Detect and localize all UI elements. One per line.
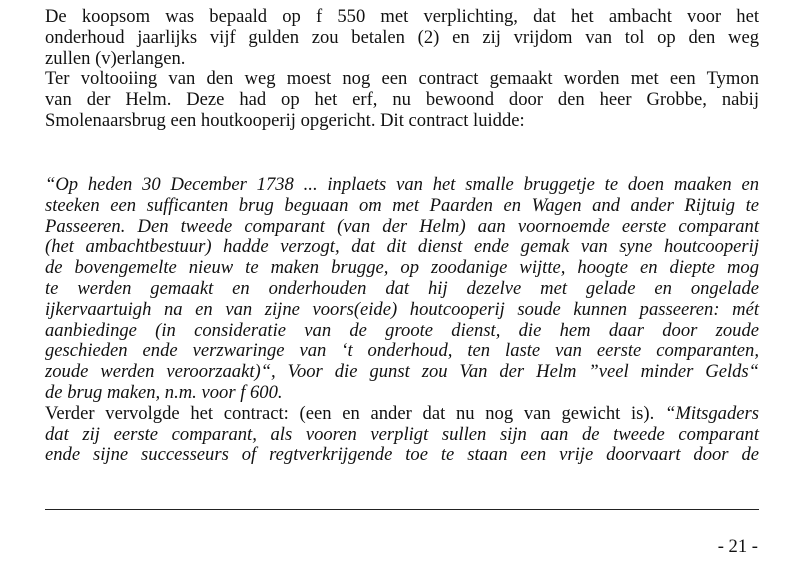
quote-line: Passeeren. Den tweede comparant (van der Helm) aan voornoemde eerste comparant — [45, 215, 759, 237]
quote-line: (het ambachtbestuur) hadde verzogt, dat dit dienst ende gemak van syne houtcooperij — [45, 236, 759, 258]
text-block-quote — [45, 175, 759, 466]
text-line: Smolenaarsbrug een houtkooperij opgericht. Dit contract luidde: — [45, 109, 525, 131]
text-line: De koopsom was bepaald op f 550 met verplichting, dat het ambacht voor het — [45, 6, 759, 27]
page-number: - 21 - — [717, 536, 758, 557]
continuation-first-line — [45, 404, 759, 425]
quote-line: de brug maken, n.m. voor f 600. — [45, 381, 283, 403]
quote-line: ijkervaartuigh na en van zijne voors(eide) houtcooperij soude kunnen passeeren: mét — [45, 298, 759, 320]
quote-line: aanbiedinge (in consideratie van de groote dienst, die hem daar door zoude — [45, 319, 759, 341]
quote-line: te werden gemaakt en onderhouden dat hij dezelve met gelade en ongelade — [45, 277, 759, 299]
text-line: van der Helm. Deze had op het erf, nu bewoond door den heer Grobbe, nabij — [45, 89, 759, 111]
text-block-intro — [45, 7, 759, 132]
footer-divider — [45, 509, 759, 510]
quote-line: zoude werden veroorzaakt)“, Voor die gunst zou Van der Helm ”veel minder Gelds“ — [45, 361, 759, 383]
continuation-italic-text: “Mitsgaders — [664, 402, 759, 424]
text-line: zullen (v)erlangen. — [45, 47, 186, 69]
text-line: Ter voltooiing van den weg moest nog een contract gemaakt worden met een Tymon — [45, 68, 759, 90]
continuation-plain-text: Verder vervolgde het contract: (een en ander dat nu nog van gewicht is). — [45, 402, 665, 424]
quote-line: geschieden ende verzwaringe van ‘t onderhoud, ten laste van eerste comparanten, — [45, 340, 759, 362]
quote-line: “Op heden 30 December 1738 ... inplaets van het smalle bruggetje te doen maaken en — [45, 174, 759, 195]
quote-line: de bovengemelte nieuw te maken brugge, op zoodanige wijtte, hoogte en diepte mog — [45, 257, 759, 279]
text-line: onderhoud jaarlijks vijf gulden zou betalen (2) en zij vrijdom van tol op den weg — [45, 26, 759, 48]
continuation-line: ende sijne successeurs of regtverkrijgende toe te staan een vrije doorvaart door de — [45, 444, 759, 466]
quote-line: steeken een sufficanten brug beguaan om met Paarden en Wagen and ander Rijtuig te — [45, 194, 759, 216]
continuation-line: dat zij eerste comparant, als vooren verpligt sullen sijn aan de tweede comparant — [45, 423, 759, 445]
